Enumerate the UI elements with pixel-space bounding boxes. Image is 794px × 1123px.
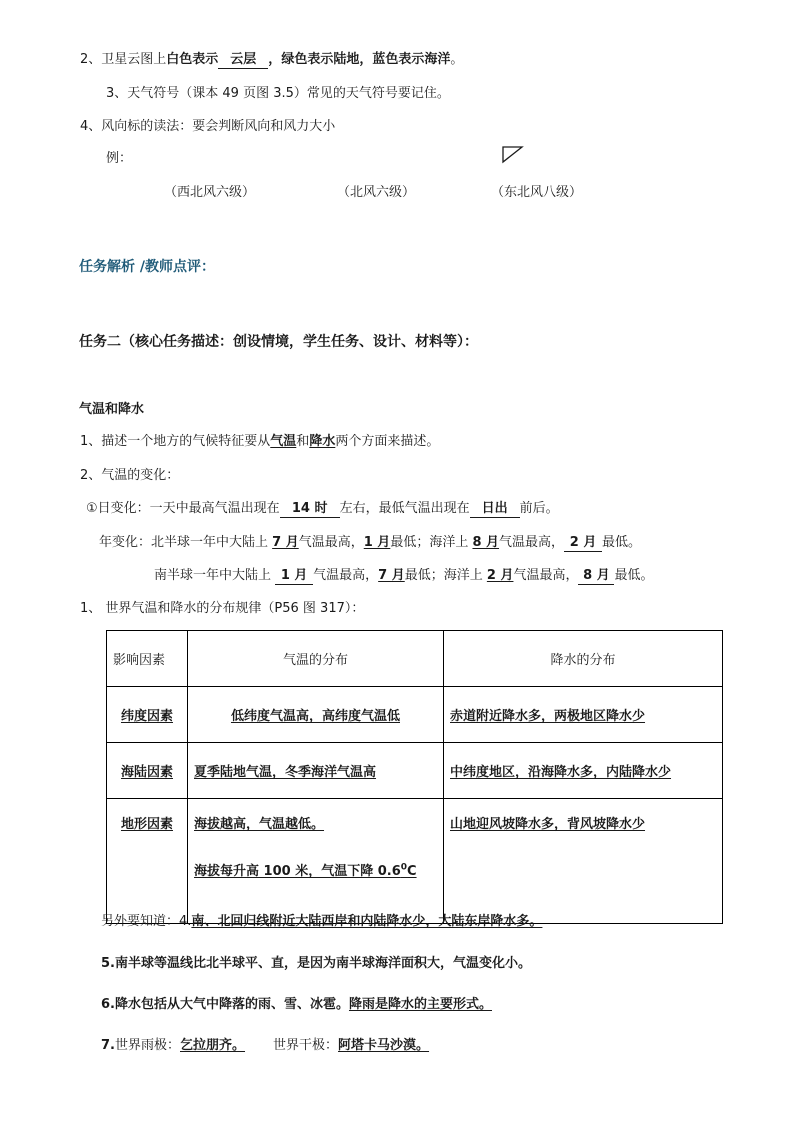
- weather-symbol-line: 3、天气符号（课本 49 页图 3.5）常见的天气符号要记住。: [106, 86, 450, 101]
- climate-line-1: [80, 433, 439, 451]
- blank-answer: 1 月: [275, 568, 313, 585]
- cell-text: 赤道附近降水多，两极地区降水少: [450, 709, 646, 724]
- text: 气温最高，: [513, 568, 579, 583]
- table-cell-precip: [444, 799, 723, 924]
- blank-answer: 日出: [470, 501, 520, 518]
- text: 两个方面来描述。: [335, 434, 440, 449]
- text: 最低；海洋上: [390, 535, 473, 550]
- answer: 气温: [270, 434, 297, 449]
- answer: 降水: [309, 434, 336, 449]
- degree-sup: 0: [400, 862, 408, 873]
- cell-text: 中纬度地区，沿海降水多，内陆降水少: [450, 765, 672, 780]
- topic-title: 气温和降水: [79, 402, 145, 417]
- text: 气温最高，: [499, 535, 565, 550]
- wind-vane-symbol-icon: [502, 146, 524, 164]
- task-analysis-heading: 任务解析 /教师点评：: [79, 259, 215, 275]
- blank-answer: 2 月: [564, 535, 602, 552]
- cell-text: 山地迎风坡降水多，背风坡降水少: [450, 817, 646, 832]
- text: 绿色表示陆地: [281, 52, 360, 67]
- blank-answer: 8 月: [578, 568, 614, 585]
- table-header: 影响因素: [107, 631, 188, 687]
- text: 最低；海洋上: [404, 568, 487, 583]
- answer: 南、北回归线附近大陆西岸和内陆降水少，大陆东岸降水多。: [191, 914, 543, 929]
- example-2: （北风六级）: [337, 185, 416, 200]
- text: 气温最高，: [298, 535, 364, 550]
- table-cell-factor: 地形因素: [107, 799, 188, 924]
- text: 1、描述一个地方的气候特征要从: [80, 434, 271, 449]
- example-1: （西北风六级）: [164, 185, 256, 200]
- table-cell-precip: [444, 743, 723, 799]
- text: 世界干极：: [273, 1038, 339, 1053]
- text: 。: [450, 52, 464, 67]
- text: 气温最高，: [313, 568, 379, 583]
- extra-line-4: [101, 913, 542, 931]
- task2-title: 任务二（核心任务描述：创设情境，学生任务、设计、材料等）：: [79, 334, 478, 350]
- answer: 乞拉朋齐。: [180, 1038, 246, 1053]
- text: ，: [359, 52, 373, 67]
- table-cell-temp: [188, 799, 444, 924]
- annual-south-line: [154, 567, 653, 585]
- satellite-cloud-line: [80, 51, 463, 69]
- table-row: [107, 799, 723, 924]
- text: ，: [268, 52, 282, 67]
- text: 最低。: [602, 535, 642, 550]
- distribution-line: 1、 世界气温和降水的分布规律（P56 图 317）：: [80, 601, 365, 616]
- text: 世界雨极：: [114, 1038, 180, 1053]
- text: 2、卫星云图上: [80, 52, 167, 67]
- table-row: [107, 687, 723, 743]
- text: 6.降水包括从大气中降落的雨、雪、冰雹。: [101, 997, 349, 1012]
- text: 白色表示: [166, 52, 219, 67]
- cell-text: [194, 860, 437, 879]
- text: 另外要知道：4.: [101, 914, 192, 929]
- table-cell-temp: [188, 743, 444, 799]
- text: 年变化：北半球一年中大陆上: [99, 535, 273, 550]
- table-header-row: [107, 631, 723, 687]
- answer: 7 月: [378, 568, 405, 583]
- answer: 降雨是降水的主要形式。: [348, 997, 492, 1012]
- table-cell-factor: 纬度因素: [107, 687, 188, 743]
- climate-line-2: 2、气温的变化：: [80, 468, 180, 483]
- text: 左右，最低气温出现在: [339, 501, 470, 516]
- text: 7.: [101, 1038, 115, 1053]
- blank-answer: 云层: [218, 52, 268, 69]
- example-3: （东北风八级）: [491, 185, 583, 200]
- answer: 2 月: [486, 568, 514, 583]
- distribution-table: [106, 630, 723, 924]
- answer: 8 月: [472, 535, 500, 550]
- text: 最低。: [614, 568, 654, 583]
- cell-text-part: 海拔每升高 100 米，气温下降 0.6: [194, 864, 401, 879]
- table-header: 气温的分布: [188, 631, 444, 687]
- wind-vane-line: 4、风向标的读法：要会判断风向和风力大小: [80, 119, 336, 134]
- cell-text: 低纬度气温高，高纬度气温低: [230, 709, 400, 724]
- table-header: 降水的分布: [444, 631, 723, 687]
- cell-text: 夏季陆地气温，冬季海洋气温高: [194, 765, 377, 780]
- table-row: [107, 743, 723, 799]
- extra-line-5: 5.南半球等温线比北半球平、直，是因为南半球海洋面积大，气温变化小。: [101, 956, 531, 971]
- blank-answer: 14 时: [280, 501, 340, 518]
- annual-north-line: [99, 534, 641, 552]
- answer: 7 月: [272, 535, 299, 550]
- text: 前后。: [519, 501, 559, 516]
- cell-text: 海拔越高，气温越低。: [194, 817, 325, 832]
- text: ①日变化：一天中最高气温出现在: [86, 501, 280, 516]
- example-label: 例：: [106, 151, 133, 166]
- table-cell-factor: 海陆因素: [107, 743, 188, 799]
- text: 和: [296, 434, 310, 449]
- cell-text-part: C: [407, 864, 417, 879]
- table-cell-precip: [444, 687, 723, 743]
- answer: 阿塔卡马沙漠。: [338, 1038, 430, 1053]
- text: 蓝色表示海洋: [372, 52, 451, 67]
- extra-line-6: [101, 996, 492, 1014]
- text: 南半球一年中大陆上: [154, 568, 276, 583]
- answer: 1 月: [363, 535, 391, 550]
- daily-variation-line: [86, 500, 559, 518]
- extra-line-7: [101, 1037, 429, 1055]
- table-cell-temp: [188, 687, 444, 743]
